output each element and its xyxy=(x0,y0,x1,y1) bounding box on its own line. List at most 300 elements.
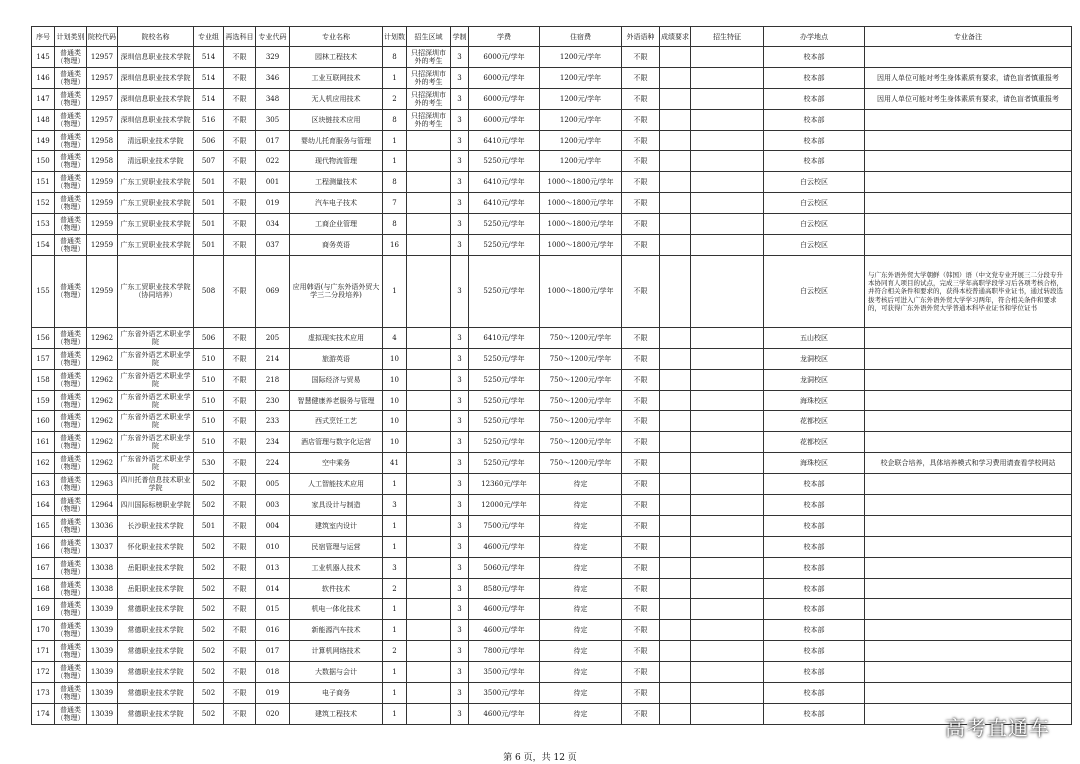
table-cell: 230 xyxy=(256,390,290,411)
table-cell: 1000～1800元/学年 xyxy=(540,255,622,327)
table-cell xyxy=(660,662,691,683)
table-cell: 12962 xyxy=(87,411,118,432)
table-cell: 不限 xyxy=(622,67,660,88)
table-cell xyxy=(691,193,764,214)
table-cell: 170 xyxy=(32,620,55,641)
table-cell: 不限 xyxy=(622,47,660,68)
table-cell: 不限 xyxy=(224,578,256,599)
table-row xyxy=(32,411,1072,432)
table-cell: 不限 xyxy=(224,235,256,256)
table-cell: 不限 xyxy=(224,641,256,662)
table-cell: 234 xyxy=(256,432,290,453)
table-cell: 164 xyxy=(32,495,55,516)
table-cell xyxy=(691,515,764,536)
table-cell: 不限 xyxy=(224,214,256,235)
table-cell xyxy=(407,641,451,662)
table-row xyxy=(32,641,1072,662)
table-cell: 不限 xyxy=(622,536,660,557)
table-cell: 不限 xyxy=(224,47,256,68)
table-cell xyxy=(691,327,764,348)
table-cell: 12962 xyxy=(87,453,118,474)
table-cell: 普通类（物理） xyxy=(55,641,87,662)
table-cell xyxy=(660,214,691,235)
table-cell: 1 xyxy=(383,474,407,495)
table-cell: 清远职业技术学院 xyxy=(118,130,194,151)
table-cell xyxy=(660,599,691,620)
table-cell xyxy=(407,453,451,474)
table-cell xyxy=(660,536,691,557)
column-header: 招生特征 xyxy=(691,27,764,47)
table-cell xyxy=(691,495,764,516)
table-cell: 校本部 xyxy=(764,599,865,620)
table-cell: 5250元/学年 xyxy=(469,411,540,432)
table-cell xyxy=(407,662,451,683)
table-row xyxy=(32,369,1072,390)
table-cell: 不限 xyxy=(224,67,256,88)
table-cell: 3 xyxy=(451,620,469,641)
table-cell: 与广东外语外贸大学朝鲜（韩国）语（中文党专业开展三二分段专升本协同育人项目的试点，完成三学年高职学段学习后各项考核合格，并符合相关条件和要求的，获得本校普通高职毕业证书，通过转段选拔考核后可进入广东外语外贸大学学习两年，符合相关条件和要求的，可获得广东外语外贸大学普通本科毕业证书和学位证书 xyxy=(865,255,1072,327)
table-cell xyxy=(660,88,691,109)
table-cell: 1 xyxy=(383,620,407,641)
table-row xyxy=(32,390,1072,411)
table-cell: 海珠校区 xyxy=(764,453,865,474)
table-cell: 家具设计与制造 xyxy=(290,495,383,516)
table-cell: 旅游英语 xyxy=(290,348,383,369)
table-cell: 3500元/学年 xyxy=(469,662,540,683)
table-cell: 147 xyxy=(32,88,55,109)
table-cell: 12959 xyxy=(87,214,118,235)
column-header: 计划类别 xyxy=(55,27,87,47)
table-cell: 广东工贸职业技术学院 xyxy=(118,214,194,235)
table-cell: 1 xyxy=(383,151,407,172)
table-cell: 1200元/学年 xyxy=(540,47,622,68)
table-cell: 待定 xyxy=(540,599,622,620)
table-cell: 普通类（物理） xyxy=(55,255,87,327)
table-cell: 1000～1800元/学年 xyxy=(540,214,622,235)
table-cell: 12957 xyxy=(87,67,118,88)
table-cell: 750～1200元/学年 xyxy=(540,432,622,453)
table-cell: 民宿管理与运营 xyxy=(290,536,383,557)
table-cell: 校本部 xyxy=(764,67,865,88)
table-cell xyxy=(660,67,691,88)
table-cell xyxy=(407,214,451,235)
table-cell: 校本部 xyxy=(764,703,865,724)
table-cell: 149 xyxy=(32,130,55,151)
table-cell: 233 xyxy=(256,411,290,432)
table-cell xyxy=(865,390,1072,411)
table-cell xyxy=(660,432,691,453)
table-cell: 普通类（物理） xyxy=(55,453,87,474)
table-cell: 校本部 xyxy=(764,557,865,578)
table-cell: 不限 xyxy=(622,109,660,130)
table-cell: 514 xyxy=(194,67,224,88)
table-cell: 不限 xyxy=(622,620,660,641)
table-cell: 165 xyxy=(32,515,55,536)
table-cell: 12962 xyxy=(87,432,118,453)
table-cell xyxy=(865,151,1072,172)
table-cell xyxy=(407,193,451,214)
table-cell: 3 xyxy=(451,453,469,474)
table-cell: 502 xyxy=(194,557,224,578)
table-cell: 四川国际标榜职业学院 xyxy=(118,495,194,516)
table-cell: 13038 xyxy=(87,557,118,578)
table-cell: 待定 xyxy=(540,515,622,536)
table-cell xyxy=(691,536,764,557)
table-cell: 3 xyxy=(451,662,469,683)
column-header: 学费 xyxy=(469,27,540,47)
table-cell xyxy=(660,703,691,724)
table-cell: 6410元/学年 xyxy=(469,193,540,214)
column-header: 院校代码 xyxy=(87,27,118,47)
table-cell: 广东工贸职业技术学院 xyxy=(118,235,194,256)
table-cell: 不限 xyxy=(224,411,256,432)
table-cell xyxy=(407,151,451,172)
table-cell xyxy=(865,47,1072,68)
table-cell: 157 xyxy=(32,348,55,369)
table-cell xyxy=(865,536,1072,557)
table-cell: 510 xyxy=(194,369,224,390)
table-cell: 应用韩语(与广东外语外贸大学三二分段培养) xyxy=(290,255,383,327)
table-cell: 10 xyxy=(383,369,407,390)
table-cell: 5250元/学年 xyxy=(469,214,540,235)
table-cell: 502 xyxy=(194,599,224,620)
table-cell xyxy=(407,474,451,495)
table-cell: 501 xyxy=(194,172,224,193)
table-cell: 清远职业技术学院 xyxy=(118,151,194,172)
table-cell: 510 xyxy=(194,411,224,432)
table-cell: 3 xyxy=(383,557,407,578)
table-cell: 普通类（物理） xyxy=(55,235,87,256)
table-cell: 不限 xyxy=(622,578,660,599)
table-cell: 3 xyxy=(451,130,469,151)
table-cell: 1 xyxy=(383,536,407,557)
table-cell: 41 xyxy=(383,453,407,474)
column-header: 办学地点 xyxy=(764,27,865,47)
table-cell: 不限 xyxy=(224,255,256,327)
table-cell: 普通类（物理） xyxy=(55,662,87,683)
table-cell: 013 xyxy=(256,557,290,578)
table-cell xyxy=(660,172,691,193)
table-cell: 校本部 xyxy=(764,495,865,516)
table-cell xyxy=(407,703,451,724)
table-cell: 6000元/学年 xyxy=(469,47,540,68)
table-row xyxy=(32,536,1072,557)
table-cell: 不限 xyxy=(622,662,660,683)
table-cell: 待定 xyxy=(540,641,622,662)
table-cell: 145 xyxy=(32,47,55,68)
table-cell: 5250元/学年 xyxy=(469,348,540,369)
table-row xyxy=(32,453,1072,474)
table-cell: 019 xyxy=(256,683,290,704)
table-cell: 普通类（物理） xyxy=(55,109,87,130)
table-row xyxy=(32,578,1072,599)
table-cell xyxy=(865,620,1072,641)
table-cell: 3 xyxy=(451,641,469,662)
table-cell: 普通类（物理） xyxy=(55,474,87,495)
page-footer: 第 6 页，共 12 页 xyxy=(503,753,577,763)
column-header: 住宿费 xyxy=(540,27,622,47)
watermark: 高考直通车 xyxy=(945,716,1050,740)
table-cell: 750～1200元/学年 xyxy=(540,327,622,348)
table-cell: 3 xyxy=(451,578,469,599)
table-cell: 待定 xyxy=(540,620,622,641)
table-cell: 四川托普信息技术职业学院 xyxy=(118,474,194,495)
table-cell: 750～1200元/学年 xyxy=(540,348,622,369)
table-cell: 502 xyxy=(194,495,224,516)
table-cell: 广东省外语艺术职业学院 xyxy=(118,348,194,369)
table-cell xyxy=(660,578,691,599)
table-cell: 502 xyxy=(194,662,224,683)
table-row xyxy=(32,599,1072,620)
table-cell: 1 xyxy=(383,662,407,683)
table-cell: 不限 xyxy=(224,703,256,724)
table-cell: 3 xyxy=(451,515,469,536)
table-cell: 13039 xyxy=(87,620,118,641)
table-row xyxy=(32,620,1072,641)
table-cell: 校本部 xyxy=(764,515,865,536)
table-cell: 不限 xyxy=(622,515,660,536)
table-cell: 常德职业技术学院 xyxy=(118,662,194,683)
table-cell: 12959 xyxy=(87,172,118,193)
table-cell: 无人机应用技术 xyxy=(290,88,383,109)
table-cell: 022 xyxy=(256,151,290,172)
table-row xyxy=(32,703,1072,724)
table-cell: 不限 xyxy=(224,151,256,172)
table-cell: 160 xyxy=(32,411,55,432)
table-cell: 501 xyxy=(194,193,224,214)
column-header: 学制 xyxy=(451,27,469,47)
table-cell: 162 xyxy=(32,453,55,474)
table-cell: 待定 xyxy=(540,683,622,704)
table-cell xyxy=(691,453,764,474)
table-cell: 深圳信息职业技术学院 xyxy=(118,67,194,88)
table-cell: 不限 xyxy=(622,495,660,516)
table-cell: 白云校区 xyxy=(764,255,865,327)
table-cell xyxy=(865,474,1072,495)
table-cell: 建筑室内设计 xyxy=(290,515,383,536)
table-cell: 不限 xyxy=(224,599,256,620)
table-cell: 校企联合培养，具体培养模式和学习费用请查看学校网站 xyxy=(865,453,1072,474)
table-cell: 不限 xyxy=(622,348,660,369)
table-cell: 怀化职业技术学院 xyxy=(118,536,194,557)
table-cell: 168 xyxy=(32,578,55,599)
table-cell: 白云校区 xyxy=(764,172,865,193)
table-cell: 3 xyxy=(451,557,469,578)
table-cell: 10 xyxy=(383,432,407,453)
table-cell: 不限 xyxy=(224,620,256,641)
table-cell: 001 xyxy=(256,172,290,193)
table-cell: 只招深圳市外的考生 xyxy=(407,47,451,68)
table-cell: 因用人单位可能对考生身体素质有要求，请色盲者慎重报考 xyxy=(865,88,1072,109)
table-cell: 虚拟现实技术应用 xyxy=(290,327,383,348)
table-cell: 现代物流管理 xyxy=(290,151,383,172)
table-cell xyxy=(660,641,691,662)
table-cell: 校本部 xyxy=(764,578,865,599)
table-cell: 不限 xyxy=(224,474,256,495)
table-cell: 305 xyxy=(256,109,290,130)
table-cell xyxy=(865,235,1072,256)
table-cell: 校本部 xyxy=(764,683,865,704)
column-header: 再选科目 xyxy=(224,27,256,47)
table-cell xyxy=(660,109,691,130)
table-cell: 3 xyxy=(451,348,469,369)
table-cell: 不限 xyxy=(224,130,256,151)
table-row xyxy=(32,683,1072,704)
table-cell xyxy=(660,495,691,516)
table-cell: 普通类（物理） xyxy=(55,536,87,557)
table-cell xyxy=(660,369,691,390)
table-cell: 5060元/学年 xyxy=(469,557,540,578)
table-cell: 13039 xyxy=(87,599,118,620)
table-cell: 工业互联网技术 xyxy=(290,67,383,88)
table-cell: 不限 xyxy=(224,662,256,683)
table-cell: 502 xyxy=(194,703,224,724)
table-cell: 待定 xyxy=(540,557,622,578)
table-cell: 13038 xyxy=(87,578,118,599)
table-cell: 3 xyxy=(451,683,469,704)
table-cell: 8 xyxy=(383,214,407,235)
table-cell: 3 xyxy=(451,47,469,68)
table-cell xyxy=(407,620,451,641)
table-cell xyxy=(660,151,691,172)
table-cell: 12957 xyxy=(87,88,118,109)
table-row xyxy=(32,67,1072,88)
table-cell: 机电一体化技术 xyxy=(290,599,383,620)
table-cell: 4600元/学年 xyxy=(469,599,540,620)
table-cell: 750～1200元/学年 xyxy=(540,453,622,474)
table-cell xyxy=(660,235,691,256)
table-cell: 13037 xyxy=(87,536,118,557)
table-cell: 不限 xyxy=(224,515,256,536)
table-row xyxy=(32,130,1072,151)
table-cell: 1 xyxy=(383,599,407,620)
table-cell: 1 xyxy=(383,130,407,151)
table-cell xyxy=(865,432,1072,453)
table-cell: 只招深圳市外的考生 xyxy=(407,88,451,109)
table-cell: 514 xyxy=(194,88,224,109)
table-cell xyxy=(407,515,451,536)
table-cell xyxy=(691,47,764,68)
table-cell: 017 xyxy=(256,641,290,662)
table-cell xyxy=(691,703,764,724)
table-cell: 5250元/学年 xyxy=(469,235,540,256)
table-cell: 普通类（物理） xyxy=(55,432,87,453)
table-cell: 502 xyxy=(194,474,224,495)
table-cell: 普通类（物理） xyxy=(55,193,87,214)
column-header: 计划数 xyxy=(383,27,407,47)
column-header: 专业组 xyxy=(194,27,224,47)
column-header: 专业备注 xyxy=(865,27,1072,47)
table-cell xyxy=(691,390,764,411)
table-cell xyxy=(407,599,451,620)
table-cell: 7800元/学年 xyxy=(469,641,540,662)
table-cell: 不限 xyxy=(622,703,660,724)
table-cell: 待定 xyxy=(540,662,622,683)
table-cell: 020 xyxy=(256,703,290,724)
table-cell: 工业机器人技术 xyxy=(290,557,383,578)
table-row xyxy=(32,662,1072,683)
table-cell: 159 xyxy=(32,390,55,411)
table-cell: 4600元/学年 xyxy=(469,620,540,641)
table-cell xyxy=(407,327,451,348)
table-row xyxy=(32,47,1072,68)
table-cell: 172 xyxy=(32,662,55,683)
table-cell: 514 xyxy=(194,47,224,68)
table-cell: 12957 xyxy=(87,109,118,130)
table-cell: 校本部 xyxy=(764,620,865,641)
table-cell: 508 xyxy=(194,255,224,327)
table-cell: 205 xyxy=(256,327,290,348)
table-cell: 8 xyxy=(383,109,407,130)
table-cell xyxy=(691,151,764,172)
table-cell xyxy=(407,536,451,557)
table-cell: 13036 xyxy=(87,515,118,536)
table-cell: 普通类（物理） xyxy=(55,683,87,704)
table-cell: 169 xyxy=(32,599,55,620)
table-row xyxy=(32,214,1072,235)
table-cell: 校本部 xyxy=(764,474,865,495)
table-cell xyxy=(691,255,764,327)
table-row xyxy=(32,151,1072,172)
table-cell: 常德职业技术学院 xyxy=(118,703,194,724)
table-cell: 校本部 xyxy=(764,662,865,683)
table-cell xyxy=(865,557,1072,578)
table-cell: 3 xyxy=(451,474,469,495)
table-cell: 12962 xyxy=(87,327,118,348)
table-cell: 不限 xyxy=(622,411,660,432)
table-cell: 6000元/学年 xyxy=(469,88,540,109)
table-cell: 不限 xyxy=(622,557,660,578)
table-cell xyxy=(691,578,764,599)
table-cell: 普通类（物理） xyxy=(55,369,87,390)
table-cell: 白云校区 xyxy=(764,235,865,256)
table-cell: 不限 xyxy=(224,557,256,578)
table-cell: 501 xyxy=(194,515,224,536)
table-cell xyxy=(407,390,451,411)
table-cell: 不限 xyxy=(224,88,256,109)
table-cell: 163 xyxy=(32,474,55,495)
table-cell: 1000～1800元/学年 xyxy=(540,235,622,256)
table-cell: 148 xyxy=(32,109,55,130)
table-cell xyxy=(691,620,764,641)
table-cell: 五山校区 xyxy=(764,327,865,348)
table-cell: 10 xyxy=(383,411,407,432)
table-cell: 计算机网络技术 xyxy=(290,641,383,662)
table-row xyxy=(32,348,1072,369)
table-cell: 区块链技术应用 xyxy=(290,109,383,130)
table-cell: 白云校区 xyxy=(764,193,865,214)
table-cell: 校本部 xyxy=(764,641,865,662)
table-cell: 6410元/学年 xyxy=(469,327,540,348)
table-cell: 13039 xyxy=(87,662,118,683)
table-cell: 3500元/学年 xyxy=(469,683,540,704)
table-cell: 不限 xyxy=(224,536,256,557)
table-cell xyxy=(660,390,691,411)
table-cell xyxy=(660,683,691,704)
table-cell xyxy=(865,130,1072,151)
table-cell: 深圳信息职业技术学院 xyxy=(118,47,194,68)
table-cell: 16 xyxy=(383,235,407,256)
table-cell xyxy=(865,641,1072,662)
table-cell: 014 xyxy=(256,578,290,599)
table-cell: 10 xyxy=(383,348,407,369)
table-cell xyxy=(865,411,1072,432)
table-cell xyxy=(865,348,1072,369)
table-cell: 广东省外语艺术职业学院 xyxy=(118,453,194,474)
column-header: 成绩要求 xyxy=(660,27,691,47)
table-cell: 5250元/学年 xyxy=(469,369,540,390)
table-cell: 龙洞校区 xyxy=(764,348,865,369)
